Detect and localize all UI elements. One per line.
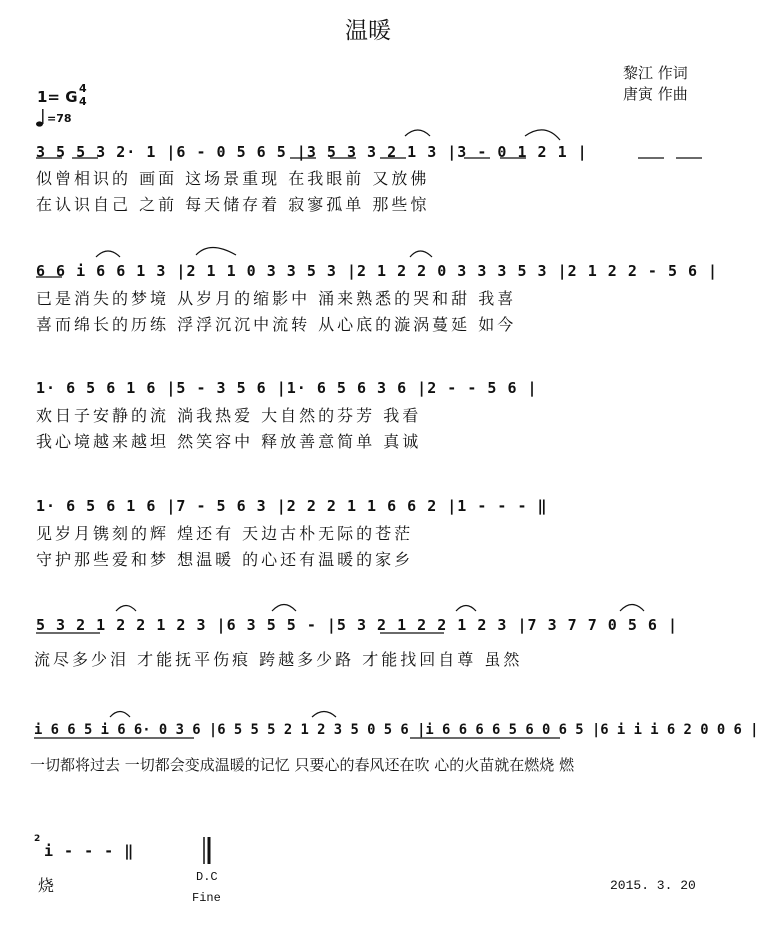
- key-signature: 1= G: [37, 88, 78, 106]
- notation-line-6: i 6 6 5 i 6 6· 0 3 6 |6 5 5 5 2 1 2 3 5 0 5 6 |i 6 6 6 6 5 6 0 6 5 |6 i i i 6 2 0 0 6 |: [34, 722, 759, 738]
- lyric-line-5: 流尽多少泪 才能抚平伤痕 跨越多少路 才能找回自尊 虽然: [34, 650, 523, 669]
- lyric-line-6: 一切都将过去 一切都会变成温暖的记忆 只要心的春风还在吹 心的火苗就在燃烧 燃: [30, 756, 575, 774]
- tempo-marking: =78: [47, 112, 72, 125]
- dc-marking: D.C: [196, 870, 218, 884]
- lyric-line-1-verse-2: 在认识自己 之前 每天储存着 寂寥孤单 那些惊: [36, 195, 430, 214]
- lyricist-credit: 黎江 作词: [623, 64, 688, 82]
- lyric-line-1-verse-1: 似曾相识的 画面 这场景重现 在我眼前 又放佛: [36, 169, 430, 188]
- final-notation: i - - - ‖: [44, 842, 135, 860]
- final-lyric: 烧: [38, 876, 58, 895]
- time-sig-bottom: 4: [79, 95, 87, 108]
- lyric-line-4-verse-1: 见岁月镌刻的辉 煌还有 天边古朴无际的苍茫: [36, 524, 414, 543]
- lyric-line-4-verse-2: 守护那些爱和梦 想温暖 的心还有温暖的家乡: [36, 550, 414, 569]
- notation-line-2: 6 6 i 6 6 1 3 |2 1 1 0 3 3 5 3 |2 1 2 2 0 3 3 3 5 3 |2 1 2 2 - 5 6 |: [36, 262, 719, 280]
- notation-line-1: 3 5 5 3 2· 1 |6 - 0 5 6 5 |3 5 3 3 2 1 3 |3 - 0 1 2 1 |: [36, 143, 588, 161]
- lyric-line-3-verse-2: 我心境越来越坦 然笑容中 释放善意简单 真诚: [36, 432, 422, 451]
- fine-marking: Fine: [192, 891, 221, 905]
- song-title: 温暖: [345, 18, 391, 44]
- date-stamp: 2015. 3. 20: [610, 878, 696, 893]
- notation-line-3: 1· 6 5 6 1 6 |5 - 3 5 6 |1· 6 5 6 3 6 |2 - - 5 6 |: [36, 379, 538, 397]
- time-sig-top: 4: [79, 82, 87, 95]
- lyric-line-2-verse-2: 喜而绵长的历练 浮浮沉沉中流转 从心底的漩涡蔓延 如今: [36, 315, 517, 334]
- notation-line-5: 5 3 2 1 2 2 1 2 3 |6 3 5 5 - |5 3 2 1 2 2 1 2 3 |7 3 7 7 0 5 6 |: [36, 616, 678, 634]
- lyric-line-3-verse-1: 欢日子安静的流 淌我热爱 大自然的芬芳 我看: [36, 406, 422, 425]
- composer-credit: 唐寅 作曲: [623, 85, 688, 103]
- notation-line-4: 1· 6 5 6 1 6 |7 - 5 6 3 |2 2 2 1 1 6 6 2 |1 - - - ‖: [36, 497, 548, 515]
- grace-note: 2: [34, 834, 41, 844]
- lyric-line-2-verse-1: 已是消失的梦境 从岁月的缩影中 涌来熟悉的哭和甜 我喜: [36, 289, 517, 308]
